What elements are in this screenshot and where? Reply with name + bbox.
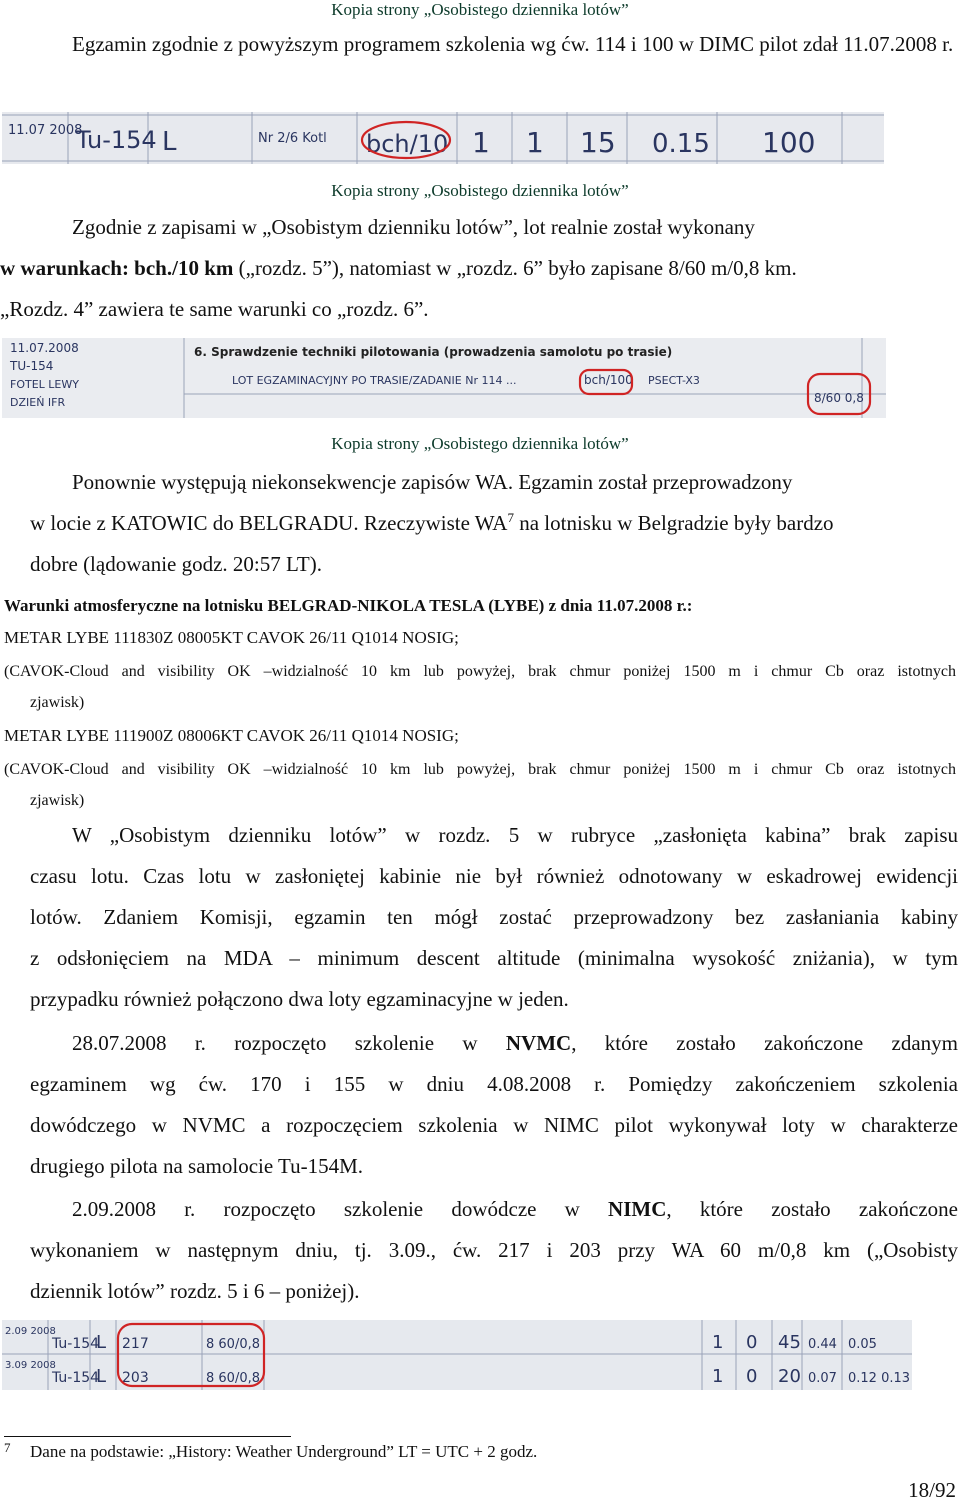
scan3-r2-c: 20: [778, 1366, 801, 1387]
scan2-mid: bch/100: [584, 373, 633, 387]
scan2-title: 6. Sprawdzenie techniki pilotowania (prowadzenia samolotu po trasie): [194, 345, 673, 359]
scan1-v1: 1: [472, 126, 490, 159]
scan3-r1-e: 0.05: [848, 1337, 877, 1352]
paragraph-line: drugiego pilota na samolocie Tu-154M.: [30, 1154, 364, 1178]
metar-note-1: (CAVOK-Cloud and visibility OK –widzialność 10 km lub powyżej, brak chmur poniżej 1500 m i chmur Cb oraz istotnych: [4, 663, 956, 680]
scan3-r1-c: 45: [778, 1332, 801, 1353]
paragraph-conditions: [0, 207, 958, 330]
paragraph-closed-cabin: [30, 815, 958, 1020]
scan3-r2-role: L: [96, 1366, 107, 1387]
scan3-r1-exercise: 217: [122, 1336, 149, 1352]
page-number: 18/92: [908, 1478, 956, 1502]
scan2-date: 11.07.2008: [10, 341, 79, 355]
scan1-v3: 15: [580, 126, 616, 159]
paragraph-line: , które zostało zakończone: [666, 1197, 958, 1221]
scan3-r2-d: 0.07: [808, 1371, 837, 1386]
paragraph-line: W „Osobistym dzienniku lotów” w rozdz. 5 w rubryce „zasłonięta kabina” brak zapisu: [72, 823, 958, 847]
scan2-cond: 8/60 0,8: [814, 391, 864, 405]
scan3-r2-aircraft: Tu-154: [52, 1370, 100, 1386]
paragraph-line: wykonaniem w następnym dniu, tj. 3.09., ćw. 217 i 203 przy WA 60 m/0,8 km („Osobisty: [30, 1238, 958, 1262]
footnote-ref: 7: [507, 510, 514, 525]
paragraph-line: 28.07.2008 r. rozpoczęto szkolenie w: [72, 1031, 506, 1055]
footnote-rule: [4, 1436, 291, 1437]
scan3-r2-a: 1: [712, 1366, 724, 1387]
scan3-r1-b: 0: [746, 1332, 758, 1353]
paragraph-line: czasu lotu. Czas lotu w zasłoniętej kabinie nie był również odnotowany w eskadrowej ewidencji: [30, 864, 958, 888]
logbook-scan-2: [2, 338, 886, 418]
scan3-r2-date: 3.09 2008: [5, 1360, 56, 1371]
paragraph-line: Zgodnie z zapisami w „Osobistym dzienniku lotów”, lot realnie został wykonany: [72, 215, 755, 239]
metar-note-2-end: zjawisk): [30, 792, 85, 809]
scan3-r1-aircraft: Tu-154: [52, 1336, 100, 1352]
metar-2: METAR LYBE 111900Z 08006KT CAVOK 26/11 Q1014 NOSIG;: [4, 726, 459, 745]
scan1-aircraft: Tu-154: [76, 126, 157, 154]
paragraph-line: („rozdz. 5”), natomiast w „rozdz. 6” było zapisane 8/60 m/0,8 km.: [233, 256, 797, 280]
weather-header: Warunki atmosferyczne na lotnisku BELGRAD-NIKOLA TESLA (LYBE) z dnia 11.07.2008 r.:: [4, 596, 693, 615]
scan2-aircraft: TU-154: [10, 359, 54, 373]
footnote-number: 7: [4, 1440, 11, 1455]
scan3-r1-date: 2.09 2008: [5, 1326, 56, 1337]
scan1-route: Nr 2/6 Kotl: [258, 131, 327, 146]
scan2-line: LOT EGZAMINACYJNY PO TRASIE/ZADANIE Nr 114 ...: [232, 374, 517, 387]
scan2-code: PSECT-X3: [648, 374, 700, 387]
scan1-v4: 0.15: [652, 129, 710, 159]
metar-note-1-end: zjawisk): [30, 694, 85, 711]
scan3-r2-exercise: 203: [122, 1370, 149, 1386]
bold-nvmc: NVMC: [505, 1031, 572, 1055]
footnote-text: Dane na podstawie: „History: Weather Underground” LT = UTC + 2 godz.: [30, 1442, 538, 1461]
paragraph-line: z odsłonięciem na MDA – minimum descent altitude (minimalna wysokość zniżania), w tym: [30, 946, 958, 970]
paragraph-line: lotów. Zdaniem Komisji, egzamin ten mógł zostać przeprowadzony bez zasłaniania kabiny: [30, 905, 958, 929]
paragraph-line: 2.09.2008 r. rozpoczęto szkolenie dowódcze w: [72, 1197, 609, 1221]
paragraph-nvmc: [30, 1023, 958, 1187]
paragraph-line: na lotnisku w Belgradzie były bardzo: [513, 511, 834, 535]
scan3-r1-cond: 8 60/0,8: [206, 1337, 260, 1352]
paragraph-line: „Rozdz. 4” zawiera te same warunki co „rozdz. 6”.: [0, 297, 429, 321]
scan1-cond: bch/10: [366, 130, 449, 158]
paragraph-exam-dimc: [30, 24, 958, 65]
paragraph-line: dowódczego w NVMC a rozpoczęciem szkolenia w NIMC pilot wykonywał loty w charakterze: [30, 1113, 958, 1137]
paragraph-text: Egzamin zgodnie z powyższym programem szkolenia wg ćw. 114 i 100 w DIMC pilot zdał 11.07.2008 r.: [72, 32, 954, 56]
scan1-date: 11.07 2008: [8, 123, 83, 138]
paragraph-nimc: [30, 1189, 958, 1312]
scan1-v5: 100: [762, 126, 816, 159]
scan3-r1-role: L: [96, 1332, 107, 1353]
caption-logbook-copy: Kopia strony „Osobistego dziennika lotów”: [331, 0, 629, 19]
scan2-seat: FOTEL LEWY: [10, 378, 79, 391]
scan2-day: DZIEŃ IFR: [10, 396, 66, 409]
scan1-role: L: [162, 127, 177, 157]
paragraph-line: dobre (lądowanie godz. 20:57 LT).: [30, 552, 322, 576]
paragraph-line: egzaminem wg ćw. 170 i 155 w dniu 4.08.2008 r. Pomiędzy zakończeniem szkolenia: [30, 1072, 958, 1096]
scan3-r2-b: 0: [746, 1366, 758, 1387]
scan3-r2-cond: 8 60/0,8: [206, 1371, 260, 1386]
caption-logbook-copy: Kopia strony „Osobistego dziennika lotów”: [331, 434, 629, 453]
bold-nimc: NIMC: [608, 1197, 667, 1221]
scan3-r1-d: 0.44: [808, 1337, 837, 1352]
bold-conditions: w warunkach: bch./10 km: [0, 256, 234, 280]
paragraph-line: w locie z KATOWIC do BELGRADU. Rzeczywiste WA: [30, 511, 508, 535]
metar-note-2: (CAVOK-Cloud and visibility OK –widzialność 10 km lub powyżej, brak chmur poniżej 1500 m i chmur Cb oraz istotnych: [4, 761, 956, 778]
logbook-scan-1: [2, 112, 884, 164]
paragraph-belgrade: [30, 462, 958, 585]
metar-1: METAR LYBE 111830Z 08005KT CAVOK 26/11 Q1014 NOSIG;: [4, 628, 459, 647]
scan3-r2-e: 0.12 0.13: [848, 1371, 911, 1386]
scan3-r1-a: 1: [712, 1332, 724, 1353]
paragraph-line: , które zostało zakończone zdanym: [571, 1031, 958, 1055]
paragraph-line: Ponownie występują niekonsekwencje zapisów WA. Egzamin został przeprowadzony: [72, 470, 793, 494]
paragraph-line: przypadku również połączono dwa loty egzaminacyjne w jeden.: [30, 987, 569, 1011]
caption-logbook-copy: Kopia strony „Osobistego dziennika lotów”: [331, 181, 629, 200]
paragraph-line: dziennik lotów” rozdz. 5 i 6 – poniżej).: [30, 1279, 360, 1303]
logbook-scan-3: [2, 1320, 912, 1390]
scan1-v2: 1: [526, 126, 544, 159]
